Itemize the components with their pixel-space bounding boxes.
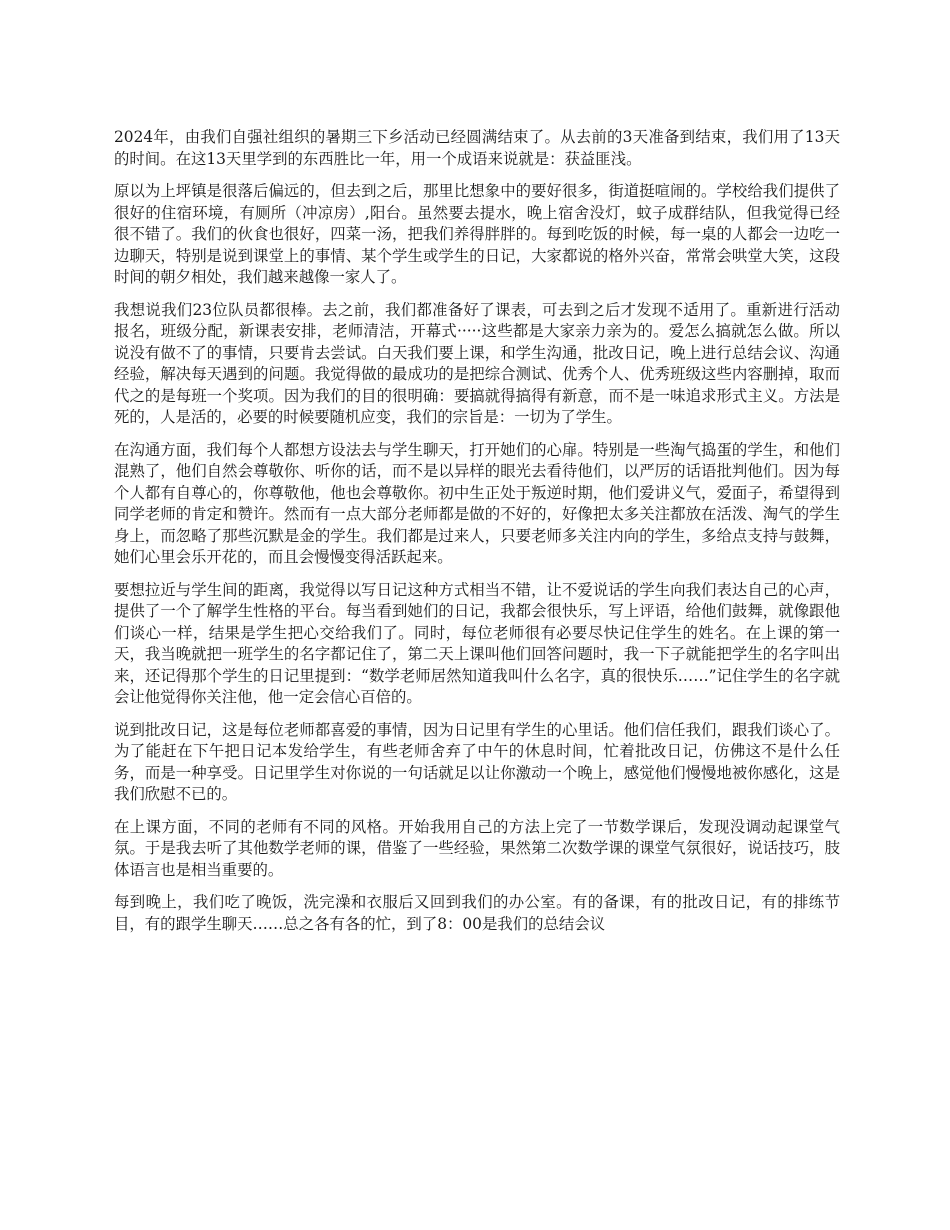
paragraph-5: 要想拉近与学生间的距离，我觉得以写日记这种方式相当不错，让不爱说话的学生向我们表达自己的心声，提供了一个了解学生性格的平台。每当看到她们的日记，我都会很快乐，写上评语，给他们鼓舞，就像跟他们谈心一样，结果是学生把心交给我们了。同时，每位老师很有必要尽快记住学生的姓名。在上课的第一天，我当晚就把一班学生的名字都记住了，第二天上课叫他们回答问题时，我一下子就能把学生的名字叫出来，还记得那个学生的日记里提到：“数学老师居然知道我叫什么名字，真的很快乐……”记住学生的名字就会让他觉得你关注他，他一定会信心百倍的。 (114, 580, 840, 706)
document-body (114, 127, 840, 946)
paragraph-4: 在沟通方面，我们每个人都想方设法去与学生聊天，打开她们的心扉。特别是一些淘气捣蛋的学生，和他们混熟了，他们自然会尊敬你、听你的话，而不是以异样的眼光去看待他们，以严厉的话语批判他们。因为每个人都有自尊心的，你尊敬他，他也会尊敬你。初中生正处于叛逆时期，他们爱讲义气，爱面子，希望得到同学老师的肯定和赞许。然而有一点大部分老师都是做的不好的，好像把太多关注都放在活泼、淘气的学生身上，而忽略了那些沉默是金的学生。我们都是过来人，只要老师多关注内向的学生，多给点支持与鼓舞，她们心里会乐开花的，而且会慢慢变得活跃起来。 (114, 440, 840, 566)
paragraph-2: 原以为上坪镇是很落后偏远的，但去到之后，那里比想象中的要好很多，街道挺喧闹的。学校给我们提供了很好的住宿环境，有厕所（冲凉房）,阳台。虽然要去提水，晚上宿舍没灯，蚊子成群结队，但我觉得已经很不错了。我们的伙食也很好，四菜一汤，把我们养得胖胖的。每到吃饭的时候，每一桌的人都会一边吃一边聊天，特别是说到课堂上的事情、某个学生或学生的日记，大家都说的格外兴奋，常常会哄堂大笑，这段时间的朝夕相处，我们越来越像一家人了。 (114, 182, 840, 286)
paragraph-1: 2024年，由我们自强社组织的暑期三下乡活动已经圆满结束了。从去前的3天准备到结束，我们用了13天的时间。在这13天里学到的东西胜比一年，用一个成语来说就是：获益匪浅。 (114, 128, 840, 168)
paragraph-7: 在上课方面，不同的老师有不同的风格。开始我用自己的方法上完了一节数学课后，发现没调动起课堂气氛。于是我去听了其他数学老师的课，借鉴了一些经验，果然第二次数学课的课堂气氛很好，说话技巧，肢体语言也是相当重要的。 (114, 817, 840, 879)
paragraph-8: 每到晚上，我们吃了晚饭，洗完澡和衣服后又回到我们的办公室。有的备课，有的批改日记，有的排练节目，有的跟学生聊天……总之各有各的忙，到了8：00是我们的总结会议 (114, 893, 840, 933)
paragraph-3: 我想说我们23位队员都很棒。去之前，我们都准备好了课表，可去到之后才发现不适用了。重新进行活动报名，班级分配，新课表安排，老师清洁，开幕式·····这些都是大家亲力亲为的。爱怎么搞就怎么做。所以说没有做不了的事情，只要肯去尝试。白天我们要上课，和学生沟通，批改日记，晚上进行总结会议、沟通经验，解决每天遇到的问题。我觉得做的最成功的是把综合测试、优秀个人、优秀班级这些内容删掉，取而代之的是每班一个奖项。因为我们的目的很明确：要搞就得搞得有新意，而不是一味追求形式主义。方法是死的，人是活的，必要的时候要随机应变，我们的宗旨是：一切为了学生。 (114, 300, 840, 426)
paragraph-6: 说到批改日记，这是每位老师都喜爱的事情，因为日记里有学生的心里话。他们信任我们，跟我们谈心了。为了能赶在下午把日记本发给学生，有些老师舍弃了中午的休息时间，忙着批改日记，仿佛这不是什么任务，而是一种享受。日记里学生对你说的一句话就足以让你激动一个晚上，感觉他们慢慢地被你感化，这是我们欣慰不已的。 (114, 720, 840, 803)
